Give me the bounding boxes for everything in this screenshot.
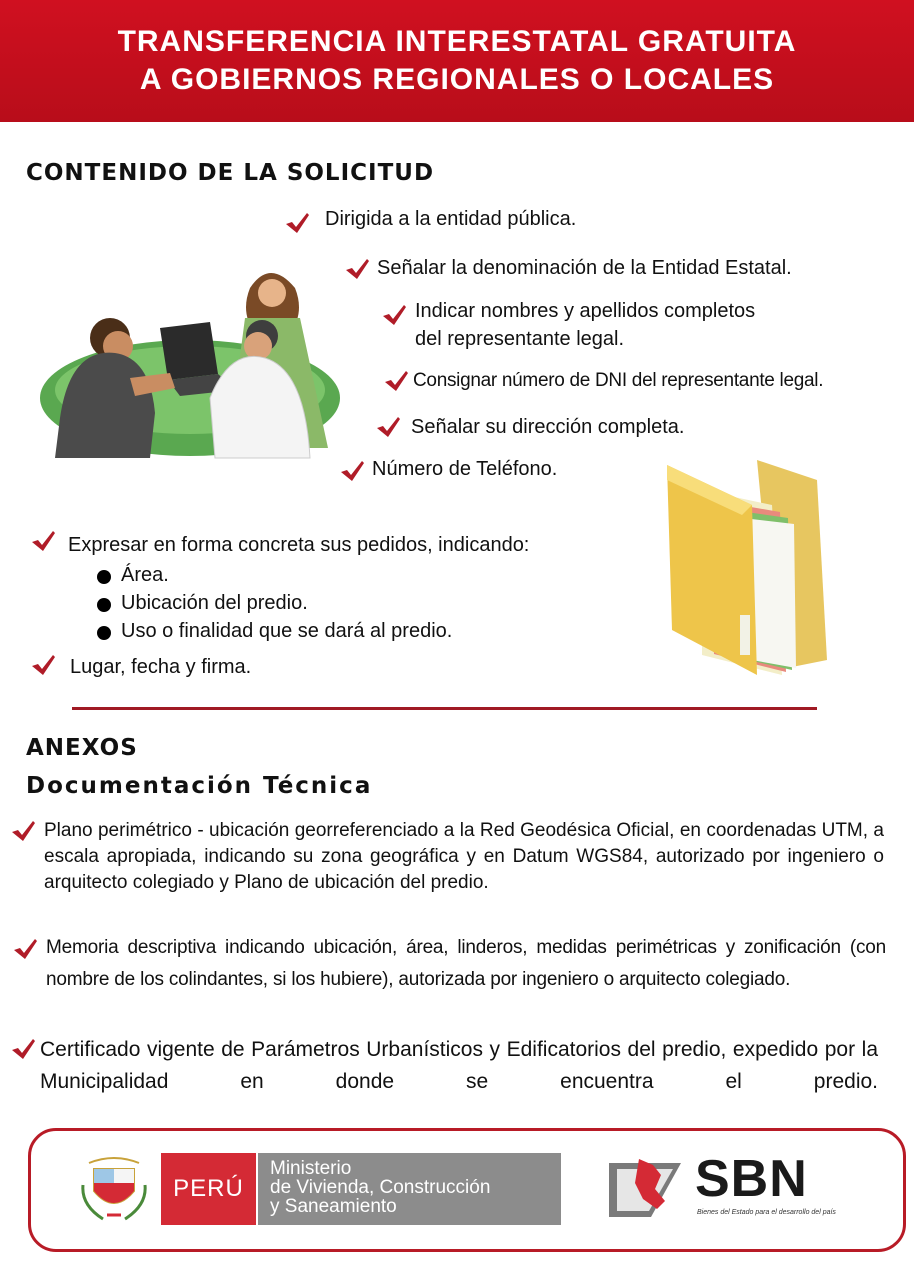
sbn-map-icon [609, 1155, 689, 1217]
anexo-memoria: Memoria descriptiva indicando ubicación, área, linderos, medidas perimétricas y zonificación (con nombre de los colindantes, si los hubiere), autorizada por ingeniero o arquitecto colegiado. [46, 937, 886, 990]
item-nombres-line1: Indicar nombres y apellidos completos [415, 300, 756, 322]
folder-illustration [662, 450, 832, 680]
bullet-ubicacion: Ubicación del predio. [121, 592, 308, 614]
item-lugar: Lugar, fecha y firma. [70, 656, 252, 678]
item-dirigida: Dirigida a la entidad pública. [325, 208, 577, 230]
bullet-dot [97, 570, 111, 584]
check-icon [284, 212, 310, 234]
check-icon [381, 304, 407, 326]
anexo-certificado: Certificado vigente de Parámetros Urbanísticos y Edificatorios del predio, expedido por la Municipalidad en donde se encuentra el predio. [40, 1038, 878, 1093]
check-icon [344, 258, 370, 280]
peru-logo: PERÚ [161, 1153, 256, 1225]
check-icon [10, 820, 36, 842]
sbn-tagline: Bienes del Estado para el desarrollo del país [697, 1209, 836, 1216]
bullet-area: Área. [121, 564, 169, 586]
bullet-dot [97, 598, 111, 612]
check-icon [375, 416, 401, 438]
contenido-title: CONTENIDO DE LA SOLICITUD [26, 160, 435, 186]
header-title-line2: A GOBIERNOS REGIONALES O LOCALES [139, 63, 775, 96]
item-pedidos: Expresar en forma concreta sus pedidos, indicando: [68, 534, 530, 556]
item-telefono: Número de Teléfono. [372, 458, 558, 480]
bullet-dot [97, 626, 111, 640]
bullet-uso: Uso o finalidad que se dará al predio. [121, 620, 453, 642]
item-denominacion: Señalar la denominación de la Entidad Estatal. [377, 257, 792, 279]
header-title-line1: TRANSFERENCIA INTERESTATAL GRATUITA [117, 25, 797, 58]
section-divider [72, 707, 817, 710]
ministerio-line2: de Vivienda, Construcción [270, 1177, 491, 1198]
check-icon [339, 460, 365, 482]
ministerio-logo [258, 1153, 561, 1225]
meeting-illustration [40, 248, 340, 460]
check-icon [10, 1038, 36, 1060]
footer-logos [28, 1128, 906, 1252]
anexos-subtitle: Documentación Técnica [26, 773, 373, 799]
anexos-title: ANEXOS [26, 735, 138, 761]
item-direccion: Señalar su dirección completa. [411, 416, 685, 438]
item-dni: Consignar número de DNI del representante legal. [413, 370, 824, 391]
check-icon [383, 370, 409, 392]
check-icon [30, 530, 56, 552]
sbn-logo-text: SBN [695, 1150, 808, 1208]
ministerio-line1: Ministerio [270, 1158, 352, 1179]
check-icon [12, 938, 38, 960]
check-icon [30, 654, 56, 676]
item-nombres-line2: del representante legal. [415, 328, 625, 350]
peru-crest-icon [79, 1155, 149, 1221]
header-banner [0, 0, 914, 122]
anexo-plano: Plano perimétrico - ubicación georreferenciado a la Red Geodésica Oficial, en coordenadas UTM, a escala apropiada, indicando su zona geográfica y en Datum WGS84, autorizado por ingeniero o arquitecto colegiado y Plano de ubicación del predio. [44, 820, 884, 893]
ministerio-line3: y Saneamiento [270, 1196, 397, 1217]
